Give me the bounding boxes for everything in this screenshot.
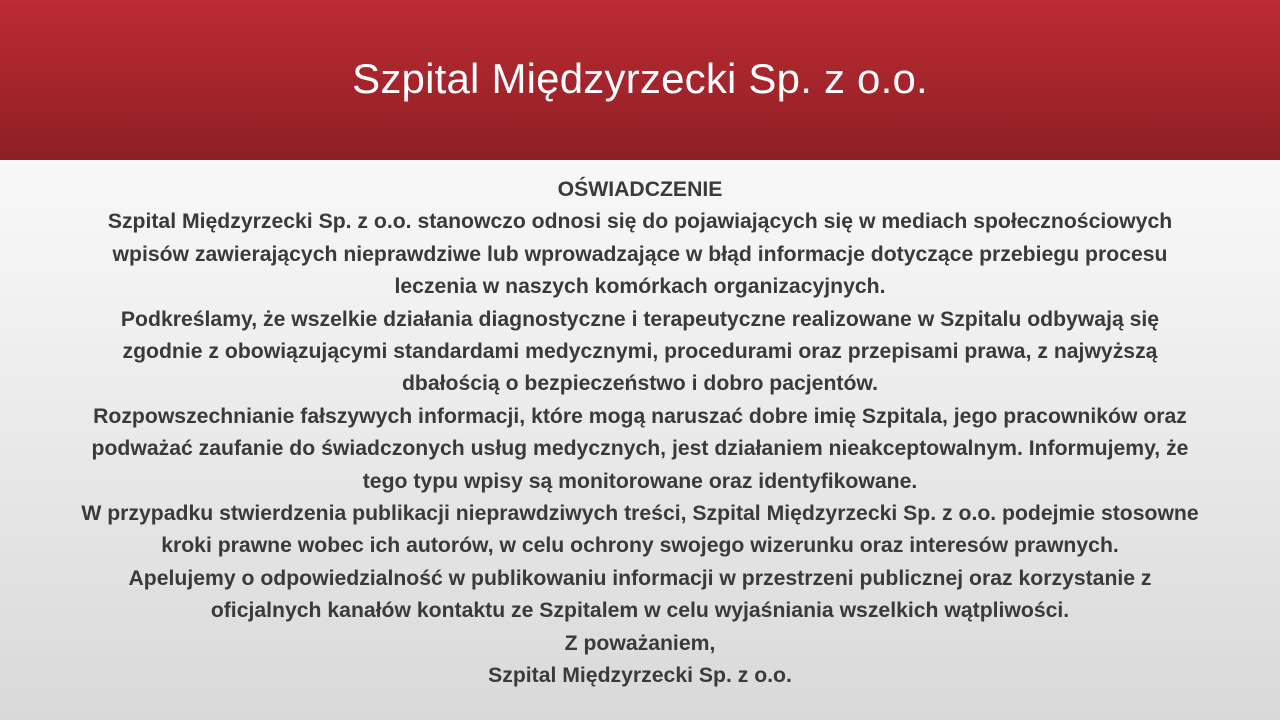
statement-line: W przypadku stwierdzenia publikacji nieprawdziwych treści, Szpital Międzyrzecki Sp. z o.o. podejmie stosowne: [81, 502, 1199, 526]
statement-line: Apelujemy o odpowiedzialność w publikowaniu informacji w przestrzeni publicznej oraz korzystanie z: [128, 566, 1152, 590]
statement-line: tego typu wpisy są monitorowane oraz identyfikowane.: [362, 469, 918, 493]
statement-line: Podkreślamy, że wszelkie działania diagnostyczne i terapeutyczne realizowane w Szpitalu odbywają się: [120, 307, 1160, 331]
statement-closing: Z poważaniem,: [564, 631, 716, 655]
statement-line: dbałością o bezpieczeństwo i dobro pacjentów.: [401, 372, 878, 396]
statement-line: wpisów zawierających nieprawdziwe lub wprowadzające w błąd informacje dotyczące przebiegu procesu: [112, 242, 1168, 266]
statement-line: leczenia w naszych komórkach organizacyjnych.: [394, 275, 886, 299]
statement-heading: OŚWIADCZENIE: [557, 178, 723, 201]
statement-line: kroki prawne wobec ich autorów, w celu ochrony swojego wizerunku oraz interesów prawnych.: [161, 534, 1119, 558]
header-banner: [0, 0, 1280, 160]
statement-body: [0, 174, 1280, 693]
page-title: Szpital Międzyrzecki Sp. z o.o.: [352, 55, 928, 102]
statement-line: Szpital Międzyrzecki Sp. z o.o. stanowczo odnosi się do pojawiających się w mediach społecznościowych: [107, 210, 1173, 234]
statement-line: zgodnie z obowiązującymi standardami medycznymi, procedurami oraz przepisami prawa, z najwyższą: [122, 340, 1158, 364]
statement-line: oficjalnych kanałów kontaktu ze Szpitalem w celu wyjaśniania wszelkich wątpliwości.: [210, 599, 1070, 623]
statement-line: Rozpowszechnianie fałszywych informacji, które mogą naruszać dobre imię Szpitala, jego pracowników oraz: [93, 404, 1187, 428]
statement-line: podważać zaufanie do świadczonych usług medycznych, jest działaniem nieakceptowalnym. Informujemy, że: [91, 437, 1189, 461]
statement-signature: Szpital Międzyrzecki Sp. z o.o.: [488, 664, 792, 688]
